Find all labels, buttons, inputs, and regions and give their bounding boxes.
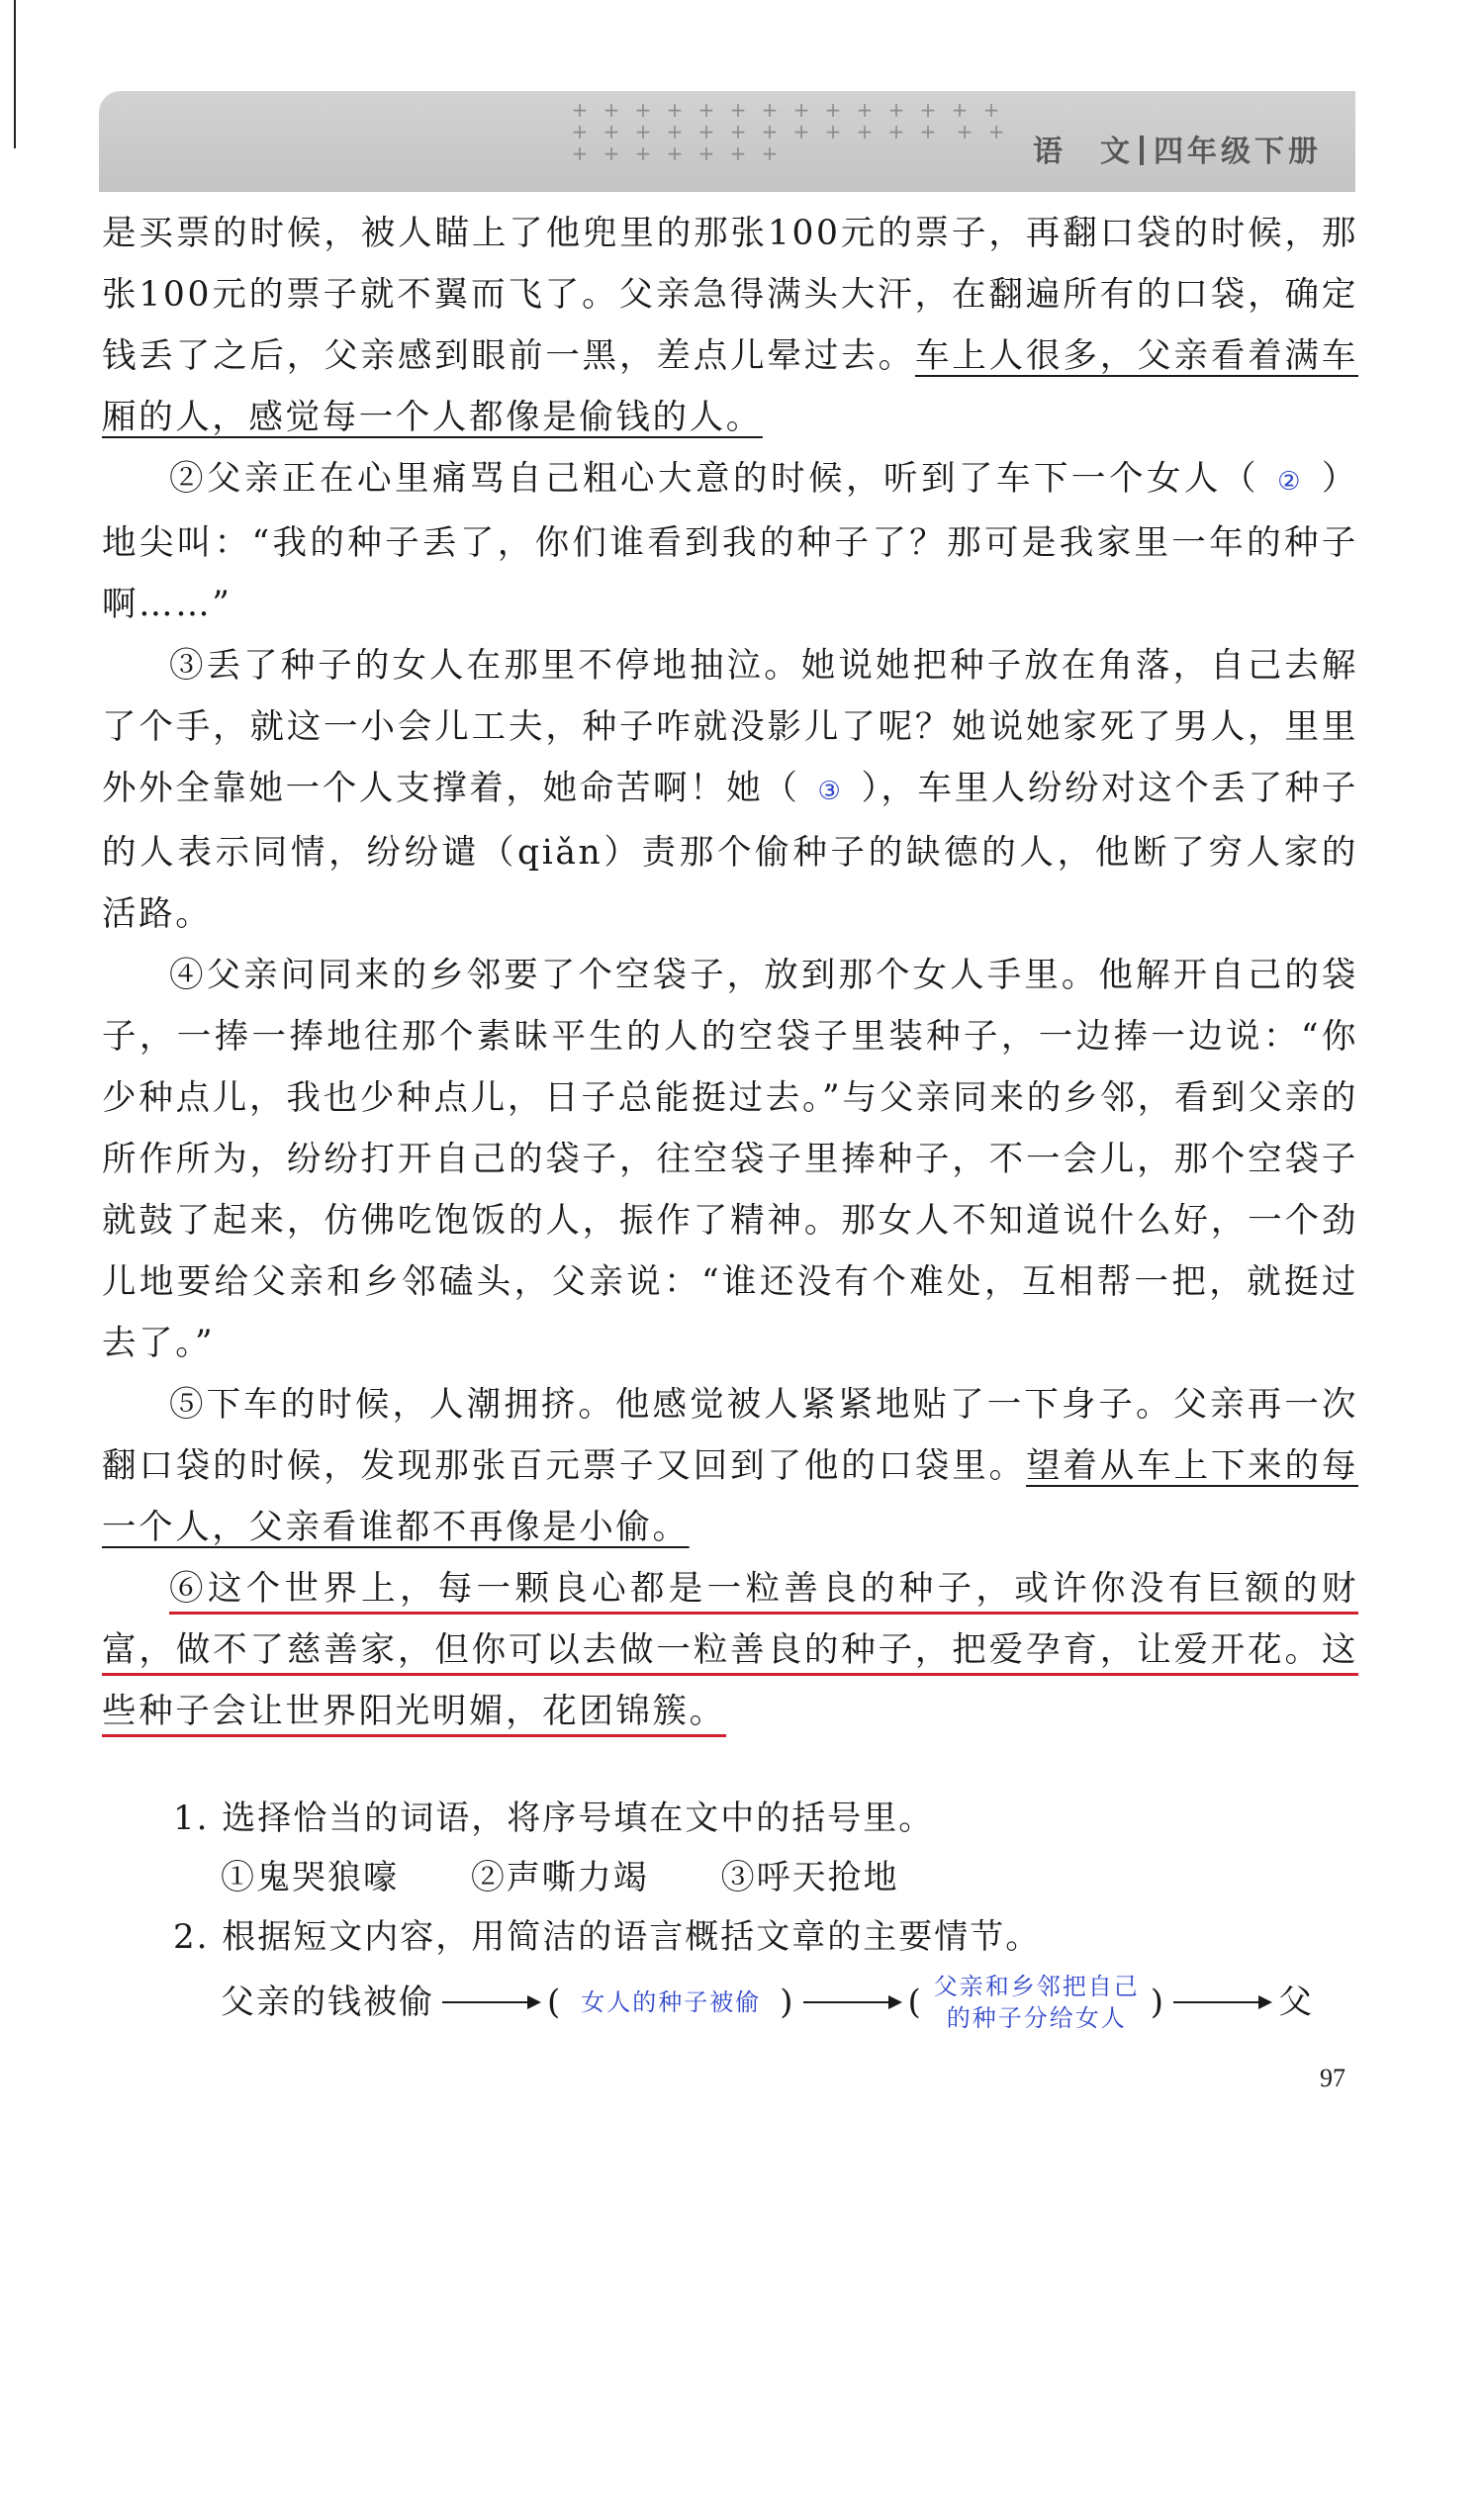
question-1-options xyxy=(173,1848,1360,1907)
paragraph-1-underlined: 车上人很多，父亲看着满车厢的人，感觉每一个人都像是偷钱的人。 xyxy=(102,336,1359,437)
chain-end: 父 xyxy=(1278,1983,1315,2022)
exercise-questions xyxy=(173,1789,1360,2034)
question-2: 2. 根据短文内容，用简洁的语言概括文章的主要情节。 xyxy=(173,1917,1042,1957)
paragraph-2-text-a: ②父亲正在心里痛骂自己粗心大意的时候，听到了车下一个女人（ xyxy=(169,459,1260,499)
answer-blank-2: ② xyxy=(1277,467,1304,497)
close-paren: ) xyxy=(780,1983,795,2022)
paragraph-5 xyxy=(102,1374,1358,1558)
reading-passage xyxy=(102,203,1358,1742)
arrow-right-icon xyxy=(803,2001,900,2003)
paragraph-5-underlined: 望着从车上下来的每一个人，父亲看谁都不再像是小偷。 xyxy=(102,1446,1358,1547)
header-separator xyxy=(1140,136,1144,165)
paragraph-4: ④父亲问同来的乡邻要了个空袋子，放到那个女人手里。他解开自己的袋子，一捧一捧地往那个素昧平生的人的空袋子里装种子，一边捧一边说：“你少种点儿，我也少种点儿，日子总能挺过去。”与父亲同来的乡邻，看到父亲的所作所为，纷纷打开自己的袋子，往空袋子里捧种子，不一会儿，那个空袋子就鼓了起来，仿佛吃饱饭的人，振作了精神。那女人不知道说什么好，一个劲儿地要给父亲和乡邻磕头，父亲说：“谁还没有个难处，互相帮一把，就挺过去了。” xyxy=(102,956,1358,1363)
arrow-right-icon xyxy=(1173,2001,1270,2003)
paragraph-6 xyxy=(102,1558,1358,1742)
paragraph-1-text: 是买票的时候，被人瞄上了他兜里的那张100元的票子，再翻口袋的时候，那张100元的票子就不翼而飞了。父亲急得满头大汗，在翻遍所有的口袋，确定钱丢了之后，父亲感到眼前一黑，差点儿晕过去。 xyxy=(102,214,1358,376)
answer-box-2: 父亲和乡邻把自己的种子分给女人 xyxy=(933,1973,1140,2032)
arrow-right-icon xyxy=(442,2001,539,2003)
option-1: ①鬼哭狼嚎 xyxy=(221,1858,399,1897)
open-paren: ( xyxy=(907,1983,923,2022)
option-2: ②声嘶力竭 xyxy=(470,1858,649,1897)
option-3: ③呼天抢地 xyxy=(720,1858,899,1897)
decorative-cross-pattern: + + + + + + + + + + + + + + + + + + + + + + + + + + + ++ + + + + + + xyxy=(571,98,1005,165)
open-paren: ( xyxy=(547,1983,563,2022)
question-1: 1. 选择恰当的词语，将序号填在文中的括号里。 xyxy=(173,1799,935,1838)
header-title xyxy=(1033,127,1322,170)
plot-summary-chain xyxy=(173,1971,1360,2034)
paragraph-3-text-a: ③丢了种子的女人在那里不停地抽泣。她说她把种子放在角落，自己去解了个手，就这一小会儿工夫，种子咋就没影儿了呢？她说她家死了男人，里里外外全靠她一个人支撑着，她命苦啊！她（ xyxy=(102,646,1358,808)
left-margin-rule xyxy=(14,0,16,148)
paragraph-5-text: ⑤下车的时候，人潮拥挤。他感觉被人紧紧地贴了一下身子。父亲再一次翻口袋的时候，发现那张百元票子又回到了他的口袋里。 xyxy=(102,1385,1358,1486)
paragraph-6-red-underlined: ⑥这个世界上，每一颗良心都是一粒善良的种子，或许你没有巨额的财富，做不了慈善家，但你可以去做一粒善良的种子，把爱孕育，让爱开花。这些种子会让世界阳光明媚，花团锦簇。 xyxy=(102,1569,1358,1737)
close-paren: ) xyxy=(1150,1983,1166,2022)
paragraph-3 xyxy=(102,635,1358,945)
answer-box-1: 女人的种子被偷 xyxy=(581,1988,762,2016)
paragraph-3-text-b: ），车里人纷纷对这个丢了种子的人表示同情，纷纷谴（qiǎn）责那个偷种子的缺德的人，他断了穷人家的活路。 xyxy=(102,769,1358,934)
answer-blank-3: ③ xyxy=(817,777,844,806)
paragraph-1 xyxy=(102,203,1358,448)
paragraph-2-text-b: ）地尖叫：“我的种子丢了，你们谁看到我的种子了？那可是我家里一年的种子啊……” xyxy=(102,459,1358,624)
paragraph-2 xyxy=(102,448,1358,635)
page-header xyxy=(99,91,1355,192)
grade-label: 四年级下册 xyxy=(1154,135,1322,169)
subject-label: 语 文 xyxy=(1033,135,1134,169)
page-number: 97 xyxy=(1320,2064,1345,2092)
chain-start: 父亲的钱被偷 xyxy=(221,1983,434,2022)
